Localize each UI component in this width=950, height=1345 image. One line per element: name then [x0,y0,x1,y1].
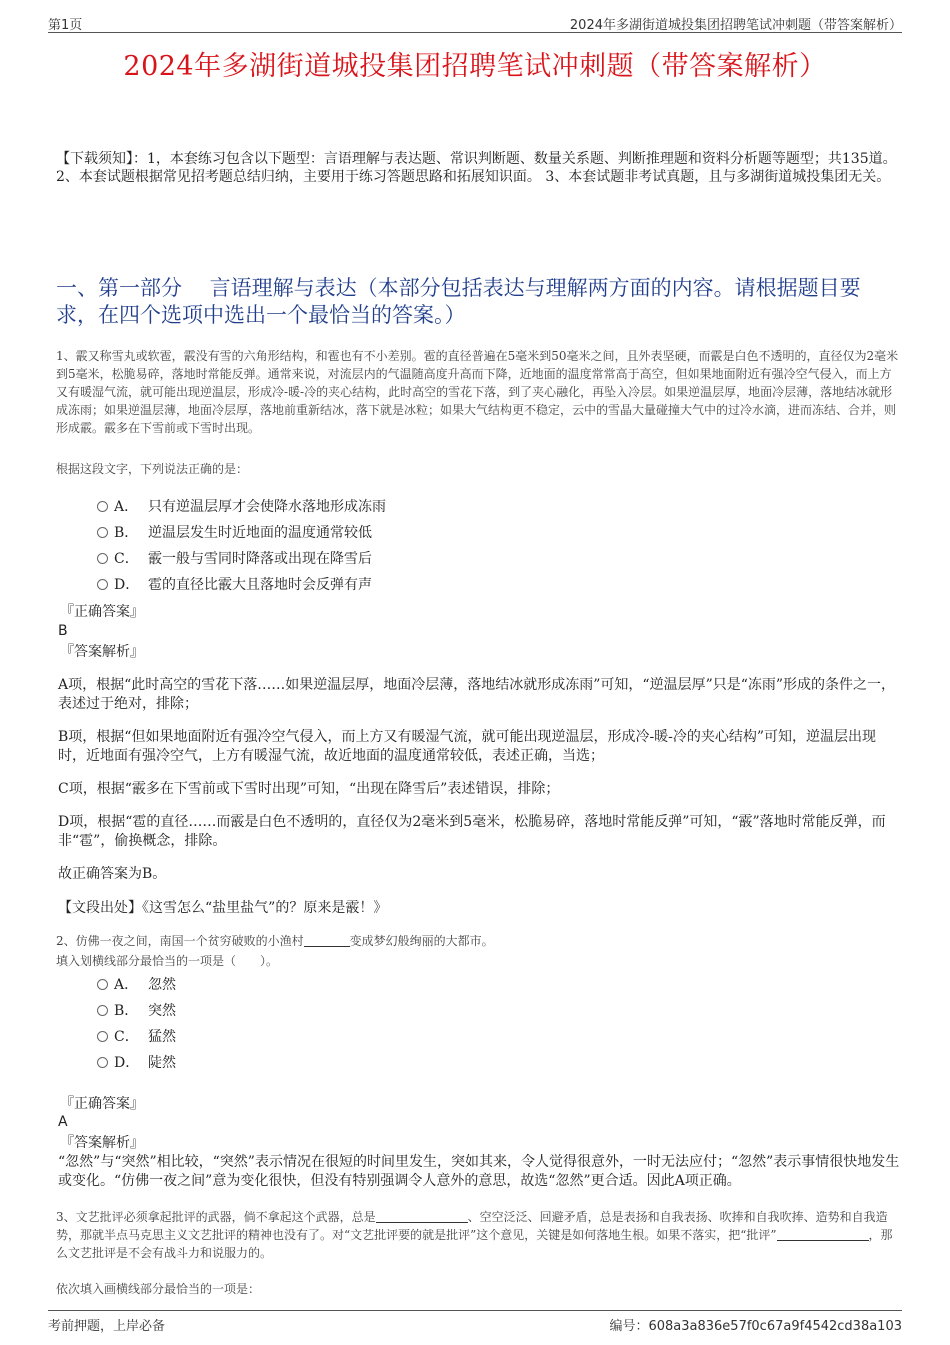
question-3-stem: 3、文艺批评必须拿起批评的武器，倘不拿起这个武器，总是 、空空泛泛、回避矛盾，总是表扬和自我表扬、吹捧和自我吹捧、造势和自我造势，那就半点马克思主义文艺批评的精神也没有了。对“文艺批评要的就是批评”这个意见，关键是如何落地生根。如果不落实，把“批评” ，那么文艺批评是不会有战斗力和说服力的。 [56,1210,893,1260]
question-2-option-b[interactable]: B． 突然 [97,1001,176,1021]
download-notice: 【下载须知】：1，本套练习包含以下题型：言语理解与表达题、常识判断题、数量关系题、判断推理题和资料分析题等题型；共135道。 2、本套试题根据常见招考题总结归纳，主要用于练习答题思路和拓展知识面。 3、本套试题非考试真题，且与多湖街道城投集团无关。 [56,151,897,185]
radio-icon[interactable] [97,1005,108,1016]
question-2-option-a[interactable]: A． 忽然 [97,975,176,995]
radio-icon[interactable] [97,1057,108,1068]
question-1-option-c[interactable]: C． 霰一般与雪同时降落或出现在降雪后 [97,549,372,569]
radio-icon[interactable] [97,553,108,564]
document-title: 2024年多湖街道城投集团招聘笔试冲刺题（带答案解析） [123,51,827,82]
question-1-passage: 1、霰又称雪丸或软雹，霰没有雪的六角形结构，和雹也有不小差别。雹的直径普遍在5毫米到50毫米之间，且外表坚硬，而霰是白色不透明的，直径仅为2毫米到5毫米，松脆易碎，落地时常能反弹。通常来说，对流层内的气温随高度升高而下降，近地面的温度常常高于高空，但如果地面附近有强冷空气侵入，而上方又有暖湿气流，就可能出现逆温层，形成冷-暖-冷的夹心结构，此时高空的雪花下落，到了夹心融化，再坠入冷层。如果逆温层厚，地面冷层薄，落地结冰就形成冻雨；如果逆温层薄，地面冷层厚，落地前重新结冰，落下就是冰粒；如果大气结构更不稳定，云中的雪晶大量碰撞大气中的过冷水滴，进而冻结、合并，则形成霰。霰多在下雪前或下雪时出现。 [56,349,899,435]
question-1-analysis-a: A项，根据“此时高空的雪花下落……如果逆温层厚，地面冷层薄，落地结冰就形成冻雨”可知，“逆温层厚”只是“冻雨”形成的条件之一，表述过于绝对，排除； [58,677,896,712]
question-2-answer: A [58,1114,68,1130]
question-1-conclusion: 故正确答案为B。 [58,866,167,882]
footer-slogan: 考前押题，上岸必备 [48,1319,166,1334]
header-doc-name: 2024年多湖街道城投集团招聘笔试冲刺题（带答案解析） [569,18,902,33]
question-1-answer: B [58,623,68,639]
answer-blank [777,1228,869,1241]
question-1-source: 【文段出处】《这雪怎么“盐里盐气”的？原来是霰！》 [58,900,388,916]
radio-icon[interactable] [97,501,108,512]
question-2-option-c[interactable]: C． 猛然 [97,1027,176,1047]
page-number: 第1页 [48,18,83,33]
question-2-stem: 2、仿佛一夜之间，南国一个贫穷破败的小渔村 变成梦幻般绚丽的大都市。 [56,934,494,948]
answer-blank [304,934,350,947]
radio-icon[interactable] [97,579,108,590]
radio-icon[interactable] [97,979,108,990]
question-2-analysis: “忽然”与“突然”相比较，“突然”表示情况在很短的时间里发生，突如其来，令人觉得很意外，一时无法应付；“忽然”表示事情很快地发生或变化。“仿佛一夜之间”意为变化很快，但没有特别强调令人意外的意思，故选“忽然”更合适。因此A项正确。 [58,1154,900,1189]
question-2-option-d[interactable]: D． 陡然 [97,1053,176,1073]
footer-code: 编号：608a3a836e57f0c67a9f4542cd38a103 [609,1319,902,1334]
question-1-analysis-d: D项，根据“雹的直径……而霰是白色不透明的，直径仅为2毫米到5毫米，松脆易碎，落地时常能反弹”可知，“霰”落地时常能反弹，而非“雹”，偷换概念，排除。 [58,814,886,849]
page-header [48,12,902,33]
radio-icon[interactable] [97,527,108,538]
radio-icon[interactable] [97,1031,108,1042]
question-1-answer-label: 『正确答案』 [60,604,144,620]
question-3-prompt: 依次填入画横线部分最恰当的一项是： [56,1282,261,1296]
answer-blank [376,1210,468,1223]
question-1-option-b[interactable]: B． 逆温层发生时近地面的温度通常较低 [97,523,372,543]
section-heading: 一、第一部分 言语理解与表达（本部分包括表达与理解两方面的内容。请根据题目要求，在四个选项中选出一个最恰当的答案。） [56,276,861,327]
question-1-analysis-b: B项，根据“但如果地面附近有强冷空气侵入，而上方又有暖湿气流，就可能出现逆温层，形成冷-暖-冷的夹心结构”可知，逆温层出现时，近地面有强冷空气，上方有暖湿气流，故近地面的温度通常较低，表述正确，当选； [58,729,877,764]
question-2-answer-label: 『正确答案』 [60,1096,144,1112]
question-2-prompt: 填入划横线部分最恰当的一项是（ ）。 [56,954,279,968]
question-1-analysis-c: C项，根据“霰多在下雪前或下雪时出现”可知，“出现在降雪后”表述错误，排除； [58,781,560,797]
question-1-prompt: 根据这段文字，下列说法正确的是： [56,462,249,476]
page-footer [48,1310,902,1334]
question-1-option-a[interactable]: A． 只有逆温层厚才会使降水落地形成冻雨 [97,497,386,517]
question-1-analysis-label: 『答案解析』 [60,644,144,660]
question-2-analysis-label: 『答案解析』 [60,1135,144,1151]
question-1-option-d[interactable]: D． 雹的直径比霰大且落地时会反弹有声 [97,575,372,595]
